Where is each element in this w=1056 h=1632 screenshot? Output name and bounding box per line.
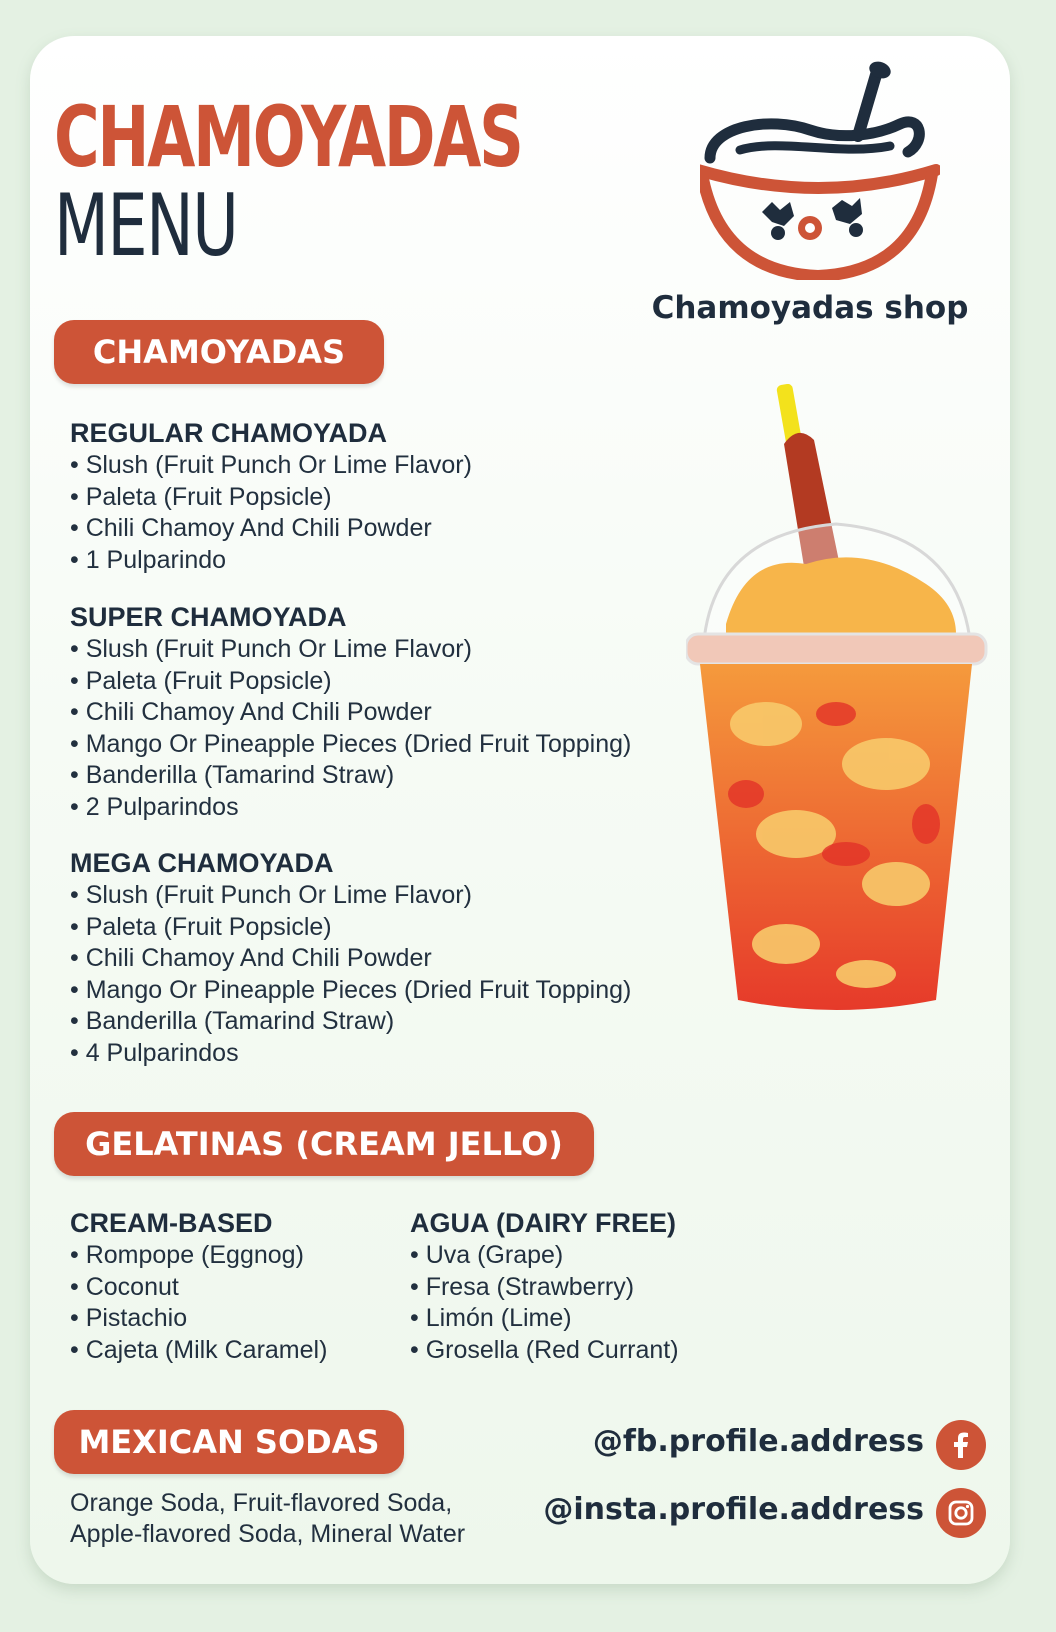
bullet: • Chili Chamoy And Chili Powder	[70, 513, 472, 545]
bullet: • Paleta (Fruit Popsicle)	[70, 482, 472, 514]
instagram-icon[interactable]	[936, 1488, 986, 1538]
bullet: • Chili Chamoy And Chili Powder	[70, 943, 631, 975]
bullet: • Slush (Fruit Punch Or Lime Flavor)	[70, 634, 631, 666]
sodas-line: Orange Soda, Fruit-flavored Soda,	[70, 1489, 453, 1517]
column-title: CREAM-BASED	[70, 1208, 273, 1238]
section-label-sodas: MEXICAN SODAS	[54, 1410, 404, 1474]
bullet: • Banderilla (Tamarind Straw)	[70, 760, 631, 792]
item-regular-chamoyada	[70, 416, 472, 576]
item-title: MEGA CHAMOYADA	[70, 848, 334, 878]
section-label-chamoyadas: CHAMOYADAS	[54, 320, 384, 384]
bullet: • 4 Pulparindos	[70, 1038, 631, 1070]
item-super-chamoyada	[70, 600, 631, 823]
gelatinas-cream-based	[70, 1206, 327, 1366]
bullet: • Slush (Fruit Punch Or Lime Flavor)	[70, 880, 631, 912]
bullet: • Coconut	[70, 1272, 327, 1304]
facebook-icon[interactable]	[936, 1420, 986, 1470]
bullet: • Mango Or Pineapple Pieces (Dried Fruit Topping)	[70, 975, 631, 1007]
bullet: • Uva (Grape)	[410, 1240, 679, 1272]
sodas-line: Apple-flavored Soda, Mineral Water	[70, 1520, 466, 1548]
bullet: • Limón (Lime)	[410, 1303, 679, 1335]
bullet: • 1 Pulparindo	[70, 545, 472, 577]
facebook-handle[interactable]: @fb.profile.address	[592, 1424, 924, 1459]
item-title: SUPER CHAMOYADA	[70, 602, 347, 632]
bullet: • Banderilla (Tamarind Straw)	[70, 1006, 631, 1038]
bullet: • Grosella (Red Currant)	[410, 1335, 679, 1367]
title-chamoyadas: CHAMOYADAS	[54, 88, 522, 186]
chamoyada-cup-image	[686, 384, 1006, 1044]
shop-name: Chamoyadas shop	[651, 290, 969, 326]
bullet: • Pistachio	[70, 1303, 327, 1335]
item-title: REGULAR CHAMOYADA	[70, 418, 388, 448]
section-label-gelatinas: GELATINAS (CREAM JELLO)	[54, 1112, 594, 1176]
bowl-logo-icon	[700, 58, 940, 280]
column-title: AGUA (DAIRY FREE)	[410, 1208, 677, 1238]
bullet: • Rompope (Eggnog)	[70, 1240, 327, 1272]
bullet: • Mango Or Pineapple Pieces (Dried Fruit Topping)	[70, 729, 631, 761]
item-mega-chamoyada	[70, 846, 631, 1069]
sodas-list	[70, 1488, 530, 1550]
bullet: • Cajeta (Milk Caramel)	[70, 1335, 327, 1367]
bullet: • Paleta (Fruit Popsicle)	[70, 912, 631, 944]
instagram-handle[interactable]: @insta.profile.address	[543, 1492, 924, 1527]
bullet: • Fresa (Strawberry)	[410, 1272, 679, 1304]
bullet: • 2 Pulparindos	[70, 792, 631, 824]
gelatinas-agua	[410, 1206, 679, 1366]
title-menu: MENU	[54, 176, 238, 276]
bullet: • Slush (Fruit Punch Or Lime Flavor)	[70, 450, 472, 482]
bullet: • Chili Chamoy And Chili Powder	[70, 697, 631, 729]
bullet: • Paleta (Fruit Popsicle)	[70, 666, 631, 698]
